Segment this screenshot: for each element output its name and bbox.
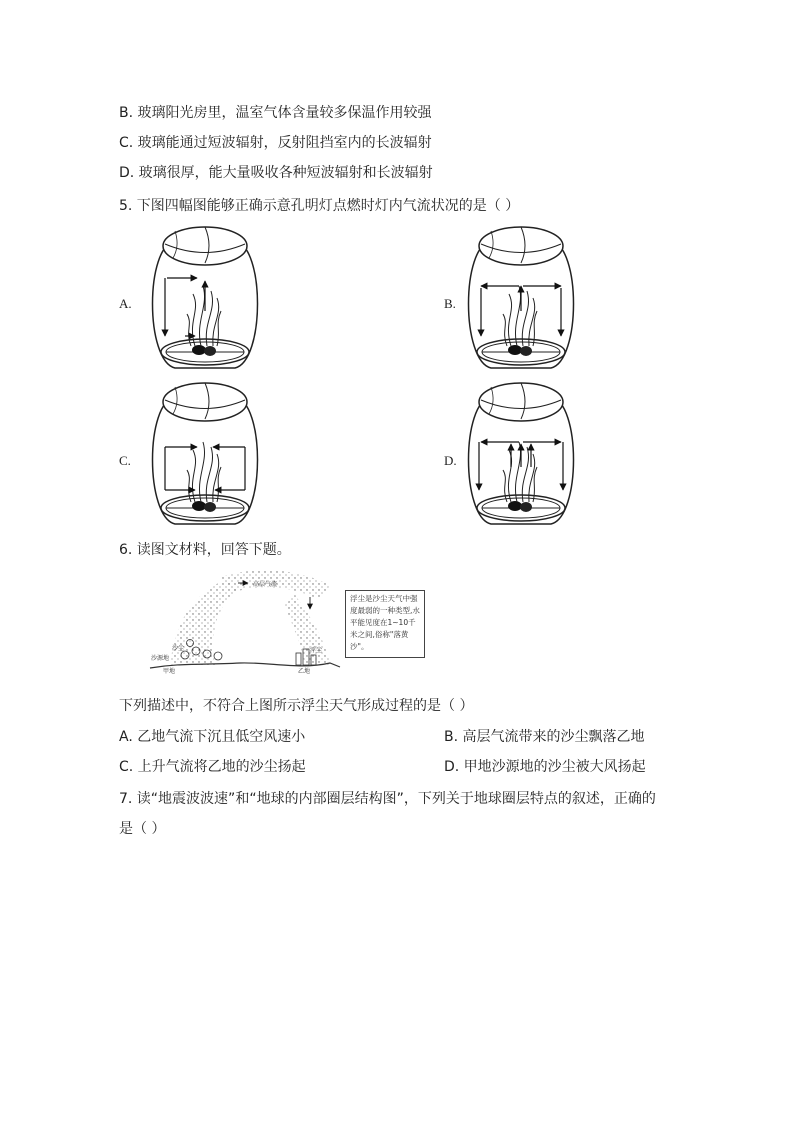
- q4-option-d: D. 玻璃很厚，能大量吸收各种短波辐射和长波辐射: [119, 165, 433, 181]
- fig-label-yi-di: 乙地: [298, 668, 311, 675]
- q7-stem-line1: 7. 读“地震波波速”和“地球的内部圈层结构图”，下列关于地球圈层特点的叙述，正确的: [119, 791, 656, 807]
- q5-label-b: B.: [444, 296, 456, 311]
- q6-question: 下列描述中，不符合上图所示浮尘天气形成过程的是（ ）: [119, 698, 474, 714]
- q5-stem: 5. 下图四幅图能够正确示意孔明灯点燃时灯内气流状况的是（ ）: [119, 198, 520, 214]
- q5-label-c: C.: [119, 453, 131, 468]
- q7-stem-line2: 是（ ）: [119, 821, 166, 837]
- q4-option-b: B. 玻璃阳光房里，温室气体含量较多保温作用较强: [119, 105, 432, 121]
- q5-label-d: D.: [444, 453, 457, 468]
- fig-label-jia-di: 甲地: [163, 668, 176, 675]
- q4-option-c: C. 玻璃能通过短波辐射，反射阻挡室内的长波辐射: [119, 135, 432, 151]
- fig-label-sand-source: 沙源地: [151, 655, 170, 662]
- lantern-d: [469, 383, 574, 524]
- fig-label-sand: 沙尘: [172, 645, 185, 652]
- lantern-a: [153, 227, 258, 368]
- q6-option-b: B. 高层气流带来的沙尘飘落乙地: [444, 729, 645, 745]
- lantern-diagrams: [0, 0, 794, 560]
- lantern-b: [469, 227, 574, 368]
- fig-note-box: 浮尘是沙尘天气中强度最弱的一种类型,水平能见度在1~10千米之间,俗称"落黄沙"。: [345, 590, 425, 658]
- q6-option-d: D. 甲地沙源地的沙尘被大风扬起: [444, 759, 646, 775]
- q6-option-c: C. 上升气流将乙地的沙尘扬起: [119, 759, 306, 775]
- q6-stem: 6. 读图文材料，回答下题。: [119, 542, 291, 558]
- fig-label-high-level-flow: 高层气流: [253, 581, 278, 588]
- fig-label-floating-dust: 浮尘: [310, 647, 323, 654]
- lantern-c: [153, 383, 258, 524]
- q6-option-a: A. 乙地气流下沉且低空风速小: [119, 729, 306, 745]
- q5-label-a: A.: [119, 296, 132, 311]
